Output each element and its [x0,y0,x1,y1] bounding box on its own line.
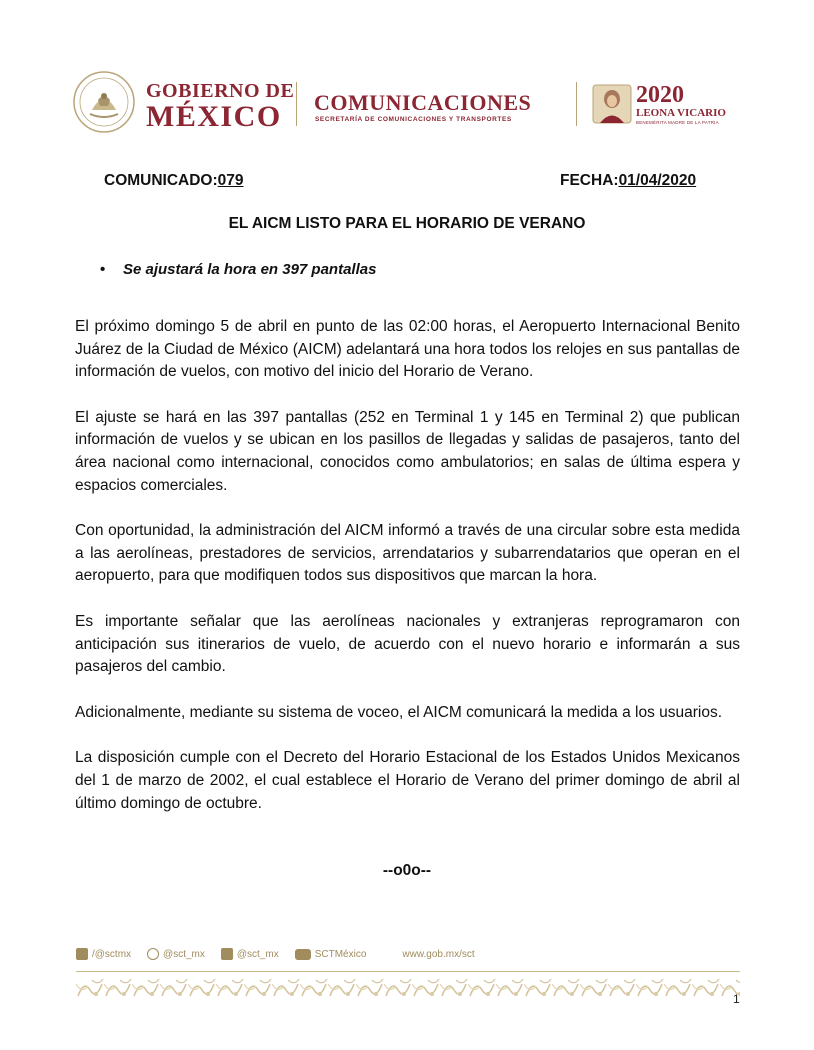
twitter-handle: @sct_mx [236,948,279,960]
gobierno-line-1: GOBIERNO DE [146,80,295,102]
comunicado-field [104,172,244,190]
comunicado-label: COMUNICADO: [104,172,218,189]
press-release-headline: EL AICM LISTO PARA EL HORARIO DE VERANO [228,215,586,232]
fecha-label: FECHA: [560,172,619,189]
decorative-pattern-band [76,976,740,1002]
twitter-icon [221,948,233,960]
national-seal-icon [72,70,136,134]
gobierno-line-2: MÉXICO [146,100,282,133]
instagram-handle: @sct_mx [163,948,205,960]
facebook-handle: /@sctmx [92,948,132,960]
footer-social-links [76,948,491,960]
closing-mark: --o0o-- [382,862,432,879]
year-honoree-subtitle: BENEMÉRITA MADRE DE LA PATRIA [636,120,719,125]
bullet-icon: • [100,261,106,278]
letterhead [72,68,732,134]
fecha-value: 01/04/2020 [618,172,697,189]
facebook-link[interactable] [76,948,131,960]
body-paragraph: Es importante señalar que las aerolíneas nacionales y extranjeras reprogramaron con anticipación sus itinerarios de vuelo, de acuerdo con el nuevo horario e informarán a sus pasajeros del cambio. [75,612,740,676]
header-divider [576,82,577,126]
website-link[interactable] [402,949,474,960]
youtube-handle: SCTMéxico [314,948,367,960]
fecha-field [560,172,696,190]
facebook-icon [76,948,88,960]
leona-vicario-portrait-icon [592,84,632,124]
page-number: 1 [733,992,740,1006]
body-paragraph: El próximo domingo 5 de abril en punto de las 02:00 horas, el Aeropuerto Internacional Benito Juárez de la Ciudad de México (AICM) adelantará una hora todos los relojes en sus pantallas de información de vuelos, con motivo del inicio del Horario de Verano. [75,318,740,381]
bullet-item [100,261,376,278]
bullet-text: Se ajustará la hora en 397 pantallas [123,261,377,278]
header-divider [296,82,297,126]
department-subtitle: SECRETARÍA DE COMUNICACIONES Y TRANSPORTES [315,116,512,123]
footer-divider [76,971,740,972]
youtube-icon [295,949,311,960]
comunicado-number: 079 [217,172,244,189]
instagram-link[interactable] [147,948,205,960]
body-paragraph: El ajuste se hará en las 397 pantallas (252 en Terminal 1 y 145 en Terminal 2) que publican información de vuelos y se ubican en los pasillos de llegadas y salidas de pasajeros, tanto del área nacional como internacional, conocidos como ambulatorios; en salas de última espera y espacios comerciales. [75,408,740,494]
year-honoree: LEONA VICARIO [636,107,726,119]
press-release-body [75,316,740,838]
youtube-link[interactable] [295,949,367,960]
year-label: 2020 [636,82,684,108]
instagram-icon [147,948,159,960]
body-paragraph: Con oportunidad, la administración del AICM informó a través de una circular sobre esta medida a las aerolíneas, prestadores de servicios, arrendatarios y subarrendatarios que operan en el aeropuerto, para que modifiquen todos sus dispositivos que marcan la hora. [75,522,740,585]
website-url: www.gob.mx/sct [402,948,475,960]
department-title: COMUNICACIONES [314,90,532,115]
body-paragraph: La disposición cumple con el Decreto del Horario Estacional de los Estados Unidos Mexicanos del 1 de marzo de 2002, el cual establece el Horario de Verano del primer domingo de abril al último domingo de octubre. [75,749,740,812]
body-paragraph: Adicionalmente, mediante su sistema de voceo, el AICM comunicará la medida a los usuarios. [75,703,723,721]
twitter-link[interactable] [221,948,279,960]
